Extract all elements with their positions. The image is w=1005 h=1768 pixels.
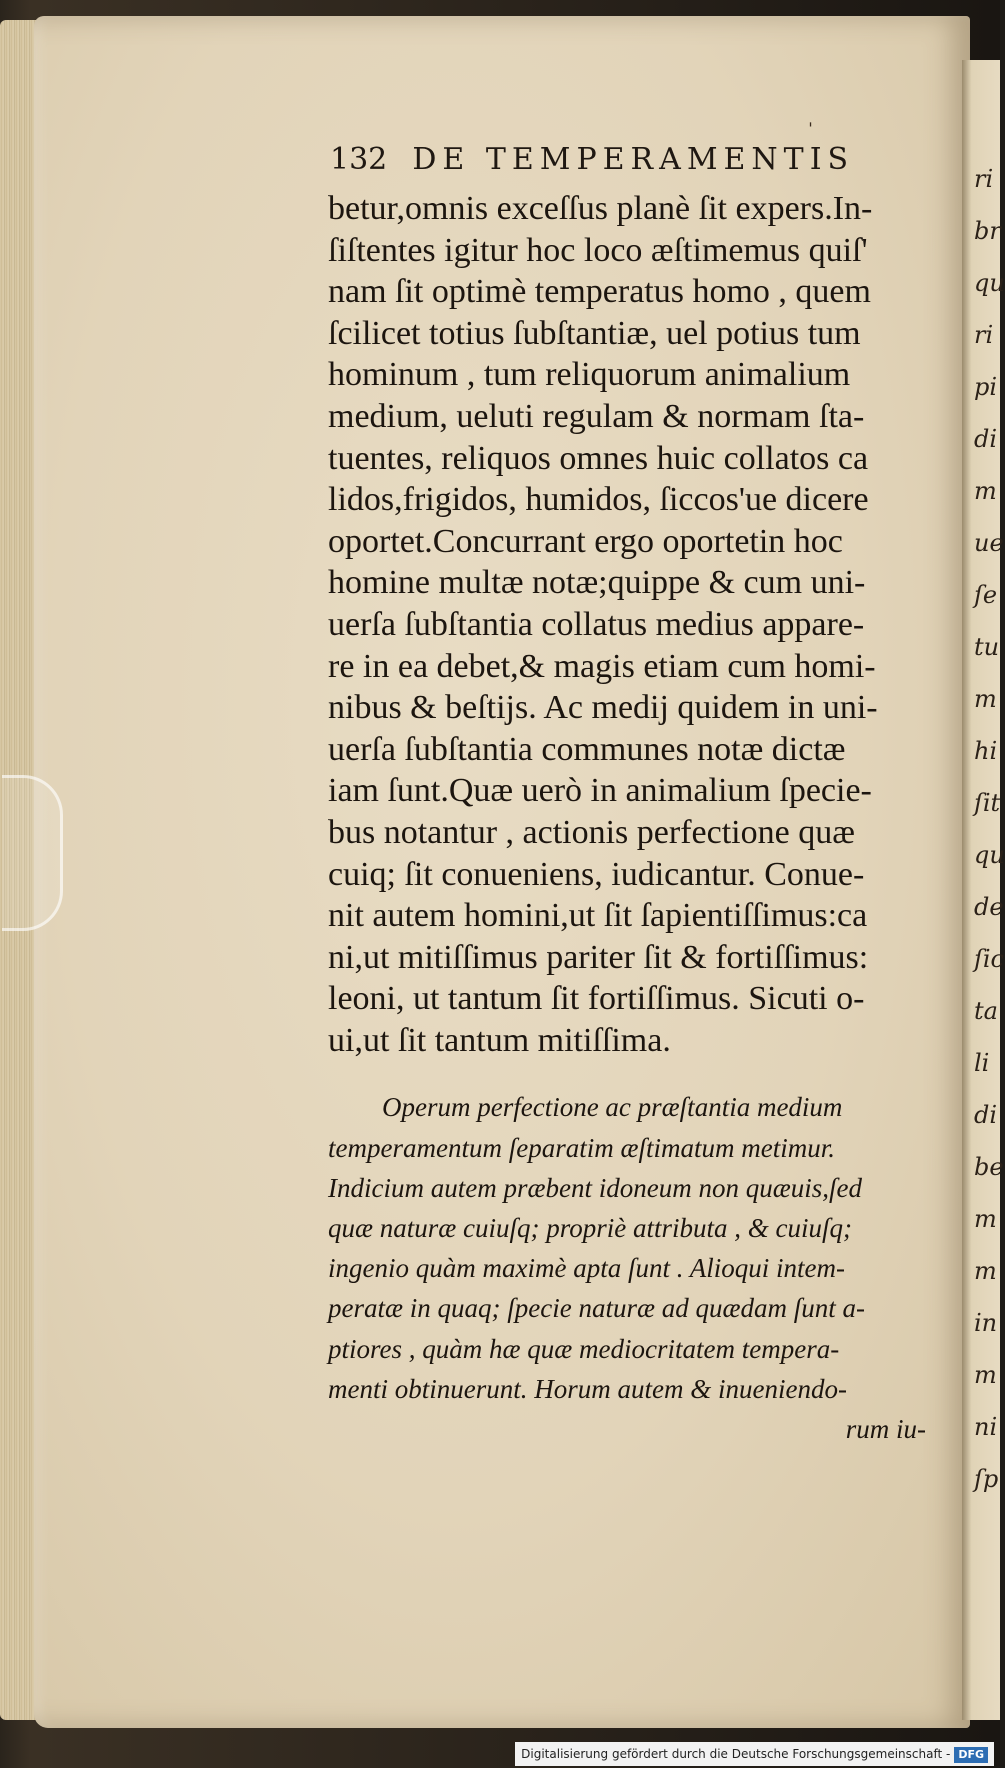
page-clip — [2, 775, 63, 931]
digitization-credit — [515, 1742, 994, 1766]
text-line: nam ſit optimè temperatus homo , quem — [328, 273, 871, 311]
text-line: iam ſunt.Quæ uerò in animalium ſpecie- — [328, 772, 872, 810]
facing-page-fragment: ſic — [974, 945, 1004, 973]
text-line: ſiſtentes igitur hoc loco æſtimemus quiſ' — [328, 231, 868, 269]
text-line: ui,ut ſit tantum mitiſſima. — [328, 1021, 671, 1059]
text-line: bus notantur , actionis perfectione quæ — [328, 813, 855, 851]
commentary-line: quæ naturæ cuiuſq; propriè attributa , & cuiuſq; — [328, 1213, 852, 1244]
facing-page-fragment: qu — [974, 841, 1005, 869]
credit-text: Digitalisierung gefördert durch die Deutsche Forschungsgemeinschaft - — [521, 1747, 951, 1761]
commentary-line: menti obtinuerunt. Horum autem & inueniendo- — [328, 1373, 847, 1404]
text-line: uerſa ſubſtantia communes notæ dictæ — [328, 730, 846, 768]
facing-page-fragment: br — [974, 217, 1001, 245]
facing-page-fragment: de — [974, 893, 1004, 921]
ink-mark: ˈ — [808, 120, 813, 141]
text-line: cuiq; ſit conueniens, iudicantur. Conue- — [328, 855, 865, 893]
facing-page-fragment: tu — [974, 633, 1000, 661]
dfg-logo: DFG — [954, 1747, 988, 1763]
facing-page-fragment: li — [974, 1049, 990, 1077]
page-header — [330, 142, 855, 192]
text-line: lidos,frigidos, humidos, ſiccos'ue dicere — [328, 481, 869, 519]
commentary-text — [328, 1087, 926, 1409]
commentary-line: temperamentum ſeparatim æſtimatum metimur. — [328, 1132, 835, 1163]
text-line: betur,omnis exceſſus planè ſit expers.In- — [328, 190, 873, 227]
facing-page-fragment: di — [974, 1101, 998, 1129]
text-line: ſcilicet totius ſubſtantiæ, uel potius tum — [328, 314, 861, 352]
facing-page-fragment: m — [974, 1257, 997, 1285]
text-line: oportet.Concurrant ergo oportetin hoc — [328, 522, 843, 560]
facing-page-fragment: ni — [974, 1413, 998, 1441]
facing-page-fragment: m — [974, 1205, 997, 1233]
commentary-line: ptiores , quàm hæ quæ mediocritatem tempera- — [328, 1333, 840, 1364]
facing-page-fragment: ſp — [974, 1465, 999, 1493]
facing-page-fragment: ſe — [974, 581, 998, 609]
facing-page-fragment: di — [974, 425, 998, 453]
facing-page-fragment: ri — [974, 165, 994, 193]
text-line: nit autem homini,ut ſit ſapientiſſimus:ca — [328, 897, 868, 935]
text-line: tuentes, reliquos omnes huic collatos ca — [328, 439, 869, 477]
text-line: re in ea debet,& magis etiam cum homi- — [328, 647, 876, 685]
facing-page-fragment: in — [974, 1309, 998, 1337]
facing-page-fragment: ue — [974, 529, 1004, 557]
facing-page-fragment: m — [974, 477, 997, 505]
commentary-line: ingenio quàm maximè apta ſunt . Alioqui intem- — [328, 1253, 845, 1284]
text-line: leoni, ut tantum ſit fortiſſimus. Sicuti o- — [328, 980, 865, 1018]
facing-page-fragment: hi — [974, 737, 998, 765]
catchword: rum iu- — [845, 1413, 926, 1444]
commentary-line: Indicium autem præbent idoneum non quæuis,ſed — [328, 1172, 862, 1203]
body-text — [328, 188, 926, 1061]
facing-page-fragment: m — [974, 685, 997, 713]
folio-number: 132 — [330, 142, 388, 177]
text-block — [328, 188, 926, 1449]
text-line: ni,ut mitiſſimus pariter ſit & fortiſſimus: — [328, 938, 869, 976]
facing-page-fragment: be — [974, 1153, 1004, 1181]
facing-page-fragment: m — [974, 1361, 997, 1389]
running-head: DE TEMPERAMENTIS — [412, 142, 855, 177]
text-line: medium, ueluti regulam & normam ſta- — [328, 397, 865, 435]
facing-page-fragment: qu — [974, 269, 1005, 297]
text-line: nibus & beſtijs. Ac medij quidem in uni- — [328, 689, 878, 727]
facing-page-fragment: ri — [974, 321, 994, 349]
facing-page-fragment: ta — [974, 997, 998, 1025]
facing-page-fragment: ſit — [974, 789, 1001, 817]
commentary-line: Operum perfectione ac præſtantia medium — [382, 1092, 843, 1123]
text-line: hominum , tum reliquorum animalium — [328, 356, 851, 394]
commentary-line: peratæ in quaq; ſpecie naturæ ad quædam ſunt a- — [328, 1293, 865, 1324]
text-line: homine multæ notæ;quippe & cum uni- — [328, 564, 866, 602]
text-line: uerſa ſubſtantia collatus medius appare- — [328, 605, 865, 643]
facing-page-fragment: pi — [974, 373, 998, 401]
